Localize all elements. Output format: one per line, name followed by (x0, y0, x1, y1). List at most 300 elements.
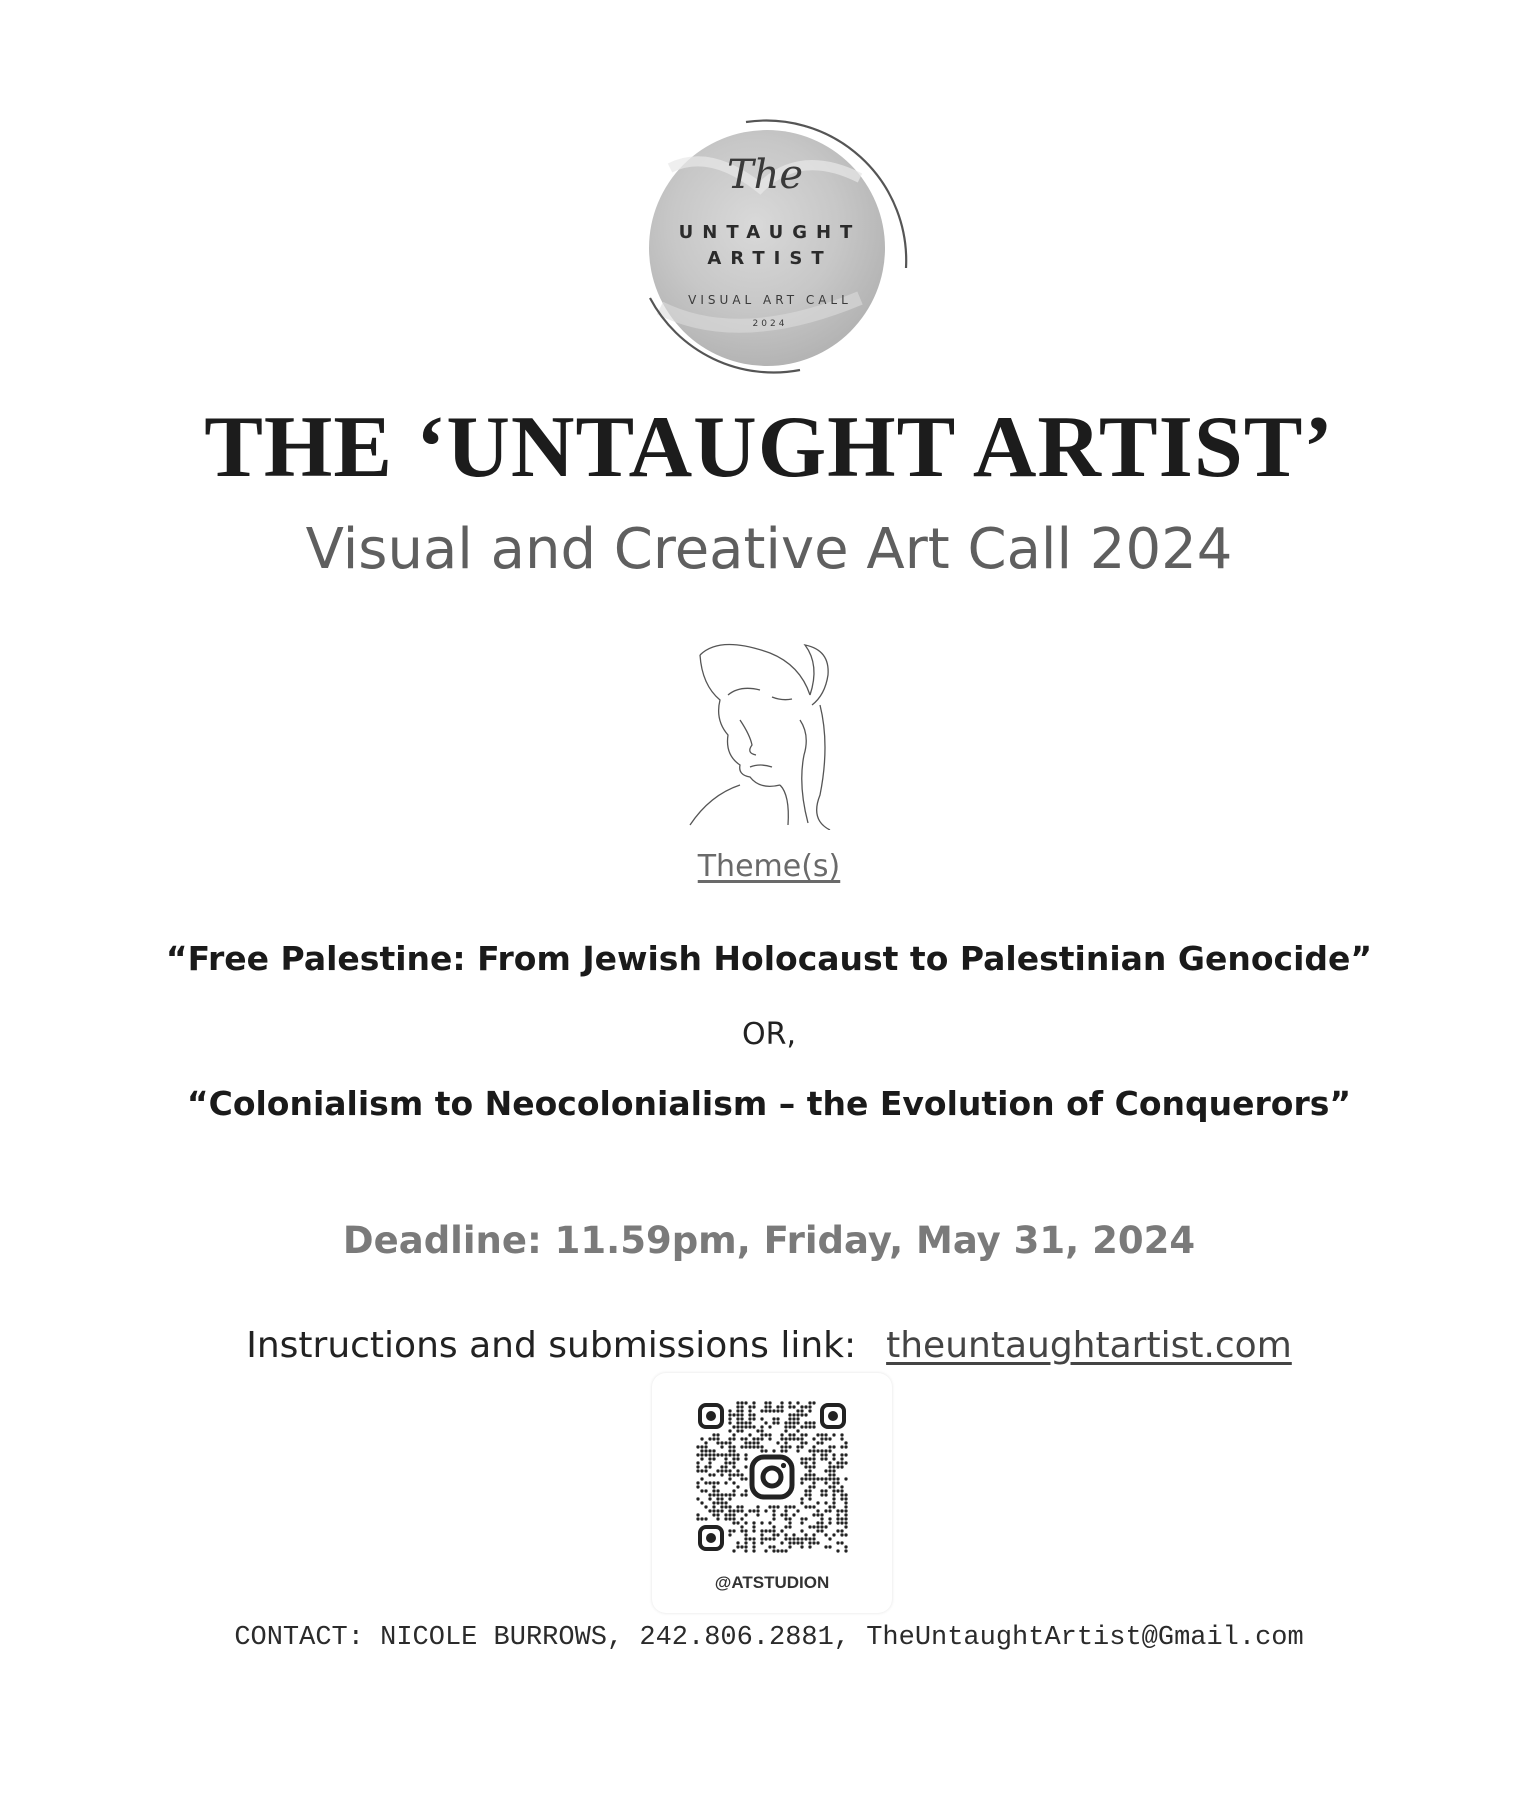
qr-module (760, 1429, 763, 1432)
qr-module (808, 1505, 811, 1508)
qr-module (712, 1501, 715, 1504)
qr-module (772, 1421, 775, 1424)
qr-module (736, 1453, 739, 1456)
or-separator: OR, (742, 1017, 796, 1052)
qr-module (788, 1445, 791, 1448)
qr-module (804, 1489, 807, 1492)
qr-module (708, 1437, 711, 1440)
qr-module (788, 1401, 791, 1404)
qr-module (840, 1445, 843, 1448)
qr-module (784, 1425, 787, 1428)
qr-module (844, 1505, 847, 1508)
qr-module (728, 1517, 731, 1520)
qr-module (740, 1425, 743, 1428)
qr-module (768, 1425, 771, 1428)
qr-module (712, 1437, 715, 1440)
qr-module (804, 1413, 807, 1416)
qr-module (808, 1469, 811, 1472)
qr-module (812, 1525, 815, 1528)
poster-subtitle: Visual and Creative Art Call 2024 (305, 517, 1233, 582)
qr-module (728, 1453, 731, 1456)
qr-module (744, 1529, 747, 1532)
qr-module (776, 1405, 779, 1408)
qr-module (812, 1453, 815, 1456)
qr-module (720, 1509, 723, 1512)
qr-module (740, 1473, 743, 1476)
qr-module (792, 1417, 795, 1420)
qr-module (792, 1425, 795, 1428)
qr-module (728, 1493, 731, 1496)
qr-module (824, 1469, 827, 1472)
qr-module (768, 1401, 771, 1404)
qr-module (696, 1445, 699, 1448)
qr-module (804, 1493, 807, 1496)
qr-module (740, 1413, 743, 1416)
qr-module (820, 1437, 823, 1440)
qr-module (756, 1513, 759, 1516)
qr-module (732, 1437, 735, 1440)
qr-module (736, 1505, 739, 1508)
qr-module (716, 1489, 719, 1492)
qr-module (800, 1409, 803, 1412)
qr-module (712, 1485, 715, 1488)
qr-module (764, 1401, 767, 1404)
qr-module (696, 1513, 699, 1516)
qr-module (748, 1433, 751, 1436)
qr-module (780, 1405, 783, 1408)
qr-module (844, 1509, 847, 1512)
logo-emblem-icon (560, 108, 980, 388)
qr-module (724, 1513, 727, 1516)
qr-module (776, 1505, 779, 1508)
qr-module (740, 1529, 743, 1532)
qr-module (840, 1509, 843, 1512)
contact-line: CONTACT: NICOLE BURROWS, 242.806.2881, TheUntaughtArtist@Gmail.com (234, 1623, 1304, 1653)
qr-module (740, 1517, 743, 1520)
qr-module (720, 1453, 723, 1456)
qr-module (720, 1441, 723, 1444)
qr-module (820, 1489, 823, 1492)
qr-module (752, 1413, 755, 1416)
qr-module (816, 1509, 819, 1512)
qr-module (820, 1513, 823, 1516)
qr-module (732, 1489, 735, 1492)
qr-module (764, 1549, 767, 1552)
qr-module (804, 1537, 807, 1540)
qr-module (744, 1489, 747, 1492)
qr-module (728, 1417, 731, 1420)
submissions-link[interactable]: theuntaughtartist.com (886, 1325, 1292, 1366)
qr-module (808, 1457, 811, 1460)
qr-module (764, 1529, 767, 1532)
qr-module (720, 1469, 723, 1472)
qr-module (728, 1413, 731, 1416)
qr-module (844, 1445, 847, 1448)
qr-module (728, 1477, 731, 1480)
qr-module (820, 1453, 823, 1456)
qr-module (836, 1481, 839, 1484)
qr-module (752, 1525, 755, 1528)
qr-module (804, 1477, 807, 1480)
qr-module (836, 1461, 839, 1464)
qr-module (752, 1417, 755, 1420)
qr-module (708, 1465, 711, 1468)
qr-module (840, 1541, 843, 1544)
qr-module (732, 1493, 735, 1496)
qr-module (696, 1517, 699, 1520)
qr-module (796, 1413, 799, 1416)
qr-module (760, 1529, 763, 1532)
qr-module (732, 1445, 735, 1448)
qr-module (764, 1433, 767, 1436)
qr-module (800, 1545, 803, 1548)
qr-module (832, 1533, 835, 1536)
qr-module (772, 1529, 775, 1532)
qr-module (788, 1545, 791, 1548)
qr-module (780, 1409, 783, 1412)
logo-line-untaught: UNTAUGHT (678, 222, 862, 243)
qr-module (736, 1545, 739, 1548)
qr-module (744, 1545, 747, 1548)
qr-module (736, 1457, 739, 1460)
qr-module (700, 1489, 703, 1492)
qr-module (704, 1489, 707, 1492)
qr-module (816, 1433, 819, 1436)
qr-module (728, 1473, 731, 1476)
qr-module (700, 1449, 703, 1452)
qr-module (844, 1441, 847, 1444)
qr-module (768, 1505, 771, 1508)
qr-module (804, 1457, 807, 1460)
untaught-artist-logo (560, 108, 980, 388)
qr-module (776, 1417, 779, 1420)
qr-module (840, 1457, 843, 1460)
qr-module (784, 1549, 787, 1552)
qr-module (724, 1465, 727, 1468)
qr-module (760, 1541, 763, 1544)
qr-module (768, 1529, 771, 1532)
qr-module (728, 1497, 731, 1500)
qr-module (832, 1469, 835, 1472)
qr-module (716, 1497, 719, 1500)
qr-module (820, 1441, 823, 1444)
qr-module (712, 1473, 715, 1476)
qr-module (720, 1505, 723, 1508)
qr-module (788, 1413, 791, 1416)
qr-module (744, 1533, 747, 1536)
qr-module (844, 1453, 847, 1456)
qr-module (772, 1449, 775, 1452)
qr-module (824, 1481, 827, 1484)
qr-module (772, 1545, 775, 1548)
qr-module (732, 1465, 735, 1468)
qr-module (832, 1457, 835, 1460)
qr-module (828, 1449, 831, 1452)
qr-module (700, 1453, 703, 1456)
qr-module (764, 1409, 767, 1412)
qr-module (732, 1517, 735, 1520)
qr-module (764, 1449, 767, 1452)
qr-module (716, 1433, 719, 1436)
qr-module (832, 1481, 835, 1484)
qr-module (744, 1541, 747, 1544)
qr-module (760, 1417, 763, 1420)
qr-module (744, 1425, 747, 1428)
qr-module (788, 1421, 791, 1424)
qr-module (744, 1465, 747, 1468)
qr-module (844, 1525, 847, 1528)
qr-module (740, 1505, 743, 1508)
qr-module (800, 1537, 803, 1540)
qr-module (732, 1413, 735, 1416)
qr-module (796, 1437, 799, 1440)
qr-module (812, 1513, 815, 1516)
qr-module (832, 1493, 835, 1496)
qr-module (788, 1417, 791, 1420)
qr-module (720, 1497, 723, 1500)
qr-module (784, 1449, 787, 1452)
qr-module (824, 1477, 827, 1480)
qr-module (784, 1437, 787, 1440)
qr-module (712, 1449, 715, 1452)
qr-module (708, 1473, 711, 1476)
qr-module (712, 1493, 715, 1496)
qr-module (836, 1489, 839, 1492)
qr-module (736, 1485, 739, 1488)
qr-module (752, 1509, 755, 1512)
qr-module (844, 1521, 847, 1524)
qr-module (732, 1425, 735, 1428)
qr-module (712, 1489, 715, 1492)
qr-module (784, 1441, 787, 1444)
qr-module (804, 1441, 807, 1444)
qr-module (832, 1485, 835, 1488)
qr-module (752, 1545, 755, 1548)
qr-module (824, 1493, 827, 1496)
qr-module (768, 1537, 771, 1540)
qr-module (844, 1545, 847, 1548)
qr-module (744, 1453, 747, 1456)
qr-module (804, 1465, 807, 1468)
qr-module (740, 1493, 743, 1496)
qr-module (808, 1541, 811, 1544)
qr-module (800, 1405, 803, 1408)
qr-module (736, 1401, 739, 1404)
qr-module (788, 1405, 791, 1408)
qr-module (800, 1441, 803, 1444)
qr-module (780, 1549, 783, 1552)
qr-module (820, 1493, 823, 1496)
qr-module (696, 1465, 699, 1468)
qr-module (792, 1513, 795, 1516)
qr-module (788, 1541, 791, 1544)
qr-module (768, 1409, 771, 1412)
qr-module (828, 1473, 831, 1476)
qr-module (740, 1437, 743, 1440)
qr-module (760, 1425, 763, 1428)
qr-module (780, 1401, 783, 1404)
qr-module (716, 1493, 719, 1496)
qr-module (724, 1469, 727, 1472)
qr-module (776, 1441, 779, 1444)
qr-module (716, 1501, 719, 1504)
qr-module (808, 1449, 811, 1452)
qr-module (752, 1541, 755, 1544)
qr-module (736, 1421, 739, 1424)
qr-module (724, 1493, 727, 1496)
logo-year: 2024 (752, 319, 788, 329)
qr-module (732, 1449, 735, 1452)
qr-module (796, 1541, 799, 1544)
qr-module (716, 1517, 719, 1520)
qr-module (800, 1541, 803, 1544)
qr-module (828, 1477, 831, 1480)
deadline: Deadline: 11.59pm, Friday, May 31, 2024 (342, 1219, 1196, 1262)
qr-module (744, 1437, 747, 1440)
face-line-drawing-icon (680, 625, 870, 830)
qr-module (768, 1437, 771, 1440)
qr-module (696, 1481, 699, 1484)
qr-module (804, 1461, 807, 1464)
qr-module (756, 1429, 759, 1432)
qr-module (828, 1505, 831, 1508)
qr-module (716, 1441, 719, 1444)
qr-module (824, 1453, 827, 1456)
qr-module (812, 1533, 815, 1536)
qr-module (832, 1453, 835, 1456)
poster-title: THE ‘UNTAUGHT ARTIST’ (204, 399, 1334, 496)
qr-module (728, 1429, 731, 1432)
qr-module (776, 1533, 779, 1536)
qr-module (808, 1537, 811, 1540)
qr-module (752, 1401, 755, 1404)
qr-module (740, 1429, 743, 1432)
qr-module (840, 1453, 843, 1456)
qr-code[interactable] (696, 1401, 848, 1553)
qr-module (740, 1445, 743, 1448)
qr-module (736, 1521, 739, 1524)
logo-line-artist: ARTIST (707, 248, 833, 269)
qr-module (772, 1537, 775, 1540)
qr-module (808, 1409, 811, 1412)
qr-module (700, 1457, 703, 1460)
qr-module (752, 1445, 755, 1448)
qr-module (812, 1421, 815, 1424)
qr-module (736, 1405, 739, 1408)
qr-module (832, 1489, 835, 1492)
qr-module (760, 1521, 763, 1524)
qr-module (800, 1413, 803, 1416)
qr-module (832, 1465, 835, 1468)
qr-module (812, 1505, 815, 1508)
qr-module (720, 1493, 723, 1496)
qr-module (728, 1533, 731, 1536)
qr-module (704, 1465, 707, 1468)
qr-module (824, 1545, 827, 1548)
qr-module (740, 1417, 743, 1420)
qr-module (800, 1517, 803, 1520)
qr-module (744, 1401, 747, 1404)
qr-module (804, 1505, 807, 1508)
qr-module (796, 1445, 799, 1448)
qr-module (832, 1473, 835, 1476)
qr-module (704, 1441, 707, 1444)
qr-module (792, 1437, 795, 1440)
qr-module (780, 1437, 783, 1440)
qr-module (764, 1537, 767, 1540)
qr-module (824, 1501, 827, 1504)
qr-module (840, 1529, 843, 1532)
qr-module (728, 1529, 731, 1532)
qr-module (828, 1545, 831, 1548)
qr-module (796, 1429, 799, 1432)
qr-module (772, 1517, 775, 1520)
qr-module (812, 1465, 815, 1468)
qr-module (840, 1465, 843, 1468)
qr-module (716, 1481, 719, 1484)
qr-module (744, 1477, 747, 1480)
qr-module (820, 1521, 823, 1524)
qr-module (704, 1505, 707, 1508)
qr-module (844, 1513, 847, 1516)
qr-module (760, 1409, 763, 1412)
qr-module (748, 1445, 751, 1448)
qr-module (696, 1461, 699, 1464)
qr-module (748, 1441, 751, 1444)
qr-module (800, 1521, 803, 1524)
qr-module (740, 1545, 743, 1548)
qr-module (804, 1433, 807, 1436)
qr-module (748, 1405, 751, 1408)
qr-module (752, 1537, 755, 1540)
qr-module (796, 1509, 799, 1512)
qr-module (796, 1537, 799, 1540)
qr-module (708, 1493, 711, 1496)
qr-module (716, 1509, 719, 1512)
qr-module (736, 1541, 739, 1544)
qr-module (800, 1497, 803, 1500)
qr-module (784, 1533, 787, 1536)
qr-module (844, 1549, 847, 1552)
qr-module (704, 1453, 707, 1456)
qr-module (812, 1437, 815, 1440)
themes-heading-text: Theme(s) (697, 849, 841, 884)
qr-module (784, 1509, 787, 1512)
qr-module (724, 1457, 727, 1460)
qr-module (844, 1493, 847, 1496)
qr-module (744, 1549, 747, 1552)
qr-module (728, 1449, 731, 1452)
qr-module (752, 1425, 755, 1428)
qr-module (732, 1473, 735, 1476)
themes-heading (0, 849, 1538, 884)
qr-module (828, 1461, 831, 1464)
instagram-qr-card[interactable] (652, 1373, 892, 1613)
qr-module (708, 1457, 711, 1460)
qr-module (800, 1481, 803, 1484)
qr-module (728, 1445, 731, 1448)
qr-module (752, 1405, 755, 1408)
qr-module (824, 1449, 827, 1452)
qr-module (740, 1401, 743, 1404)
qr-module (732, 1529, 735, 1532)
qr-module (816, 1501, 819, 1504)
qr-module (824, 1509, 827, 1512)
theme-1: “Free Palestine: From Jewish Holocaust to Palestinian Genocide” (165, 939, 1373, 978)
qr-module (816, 1477, 819, 1480)
qr-module (788, 1437, 791, 1440)
qr-module (796, 1421, 799, 1424)
